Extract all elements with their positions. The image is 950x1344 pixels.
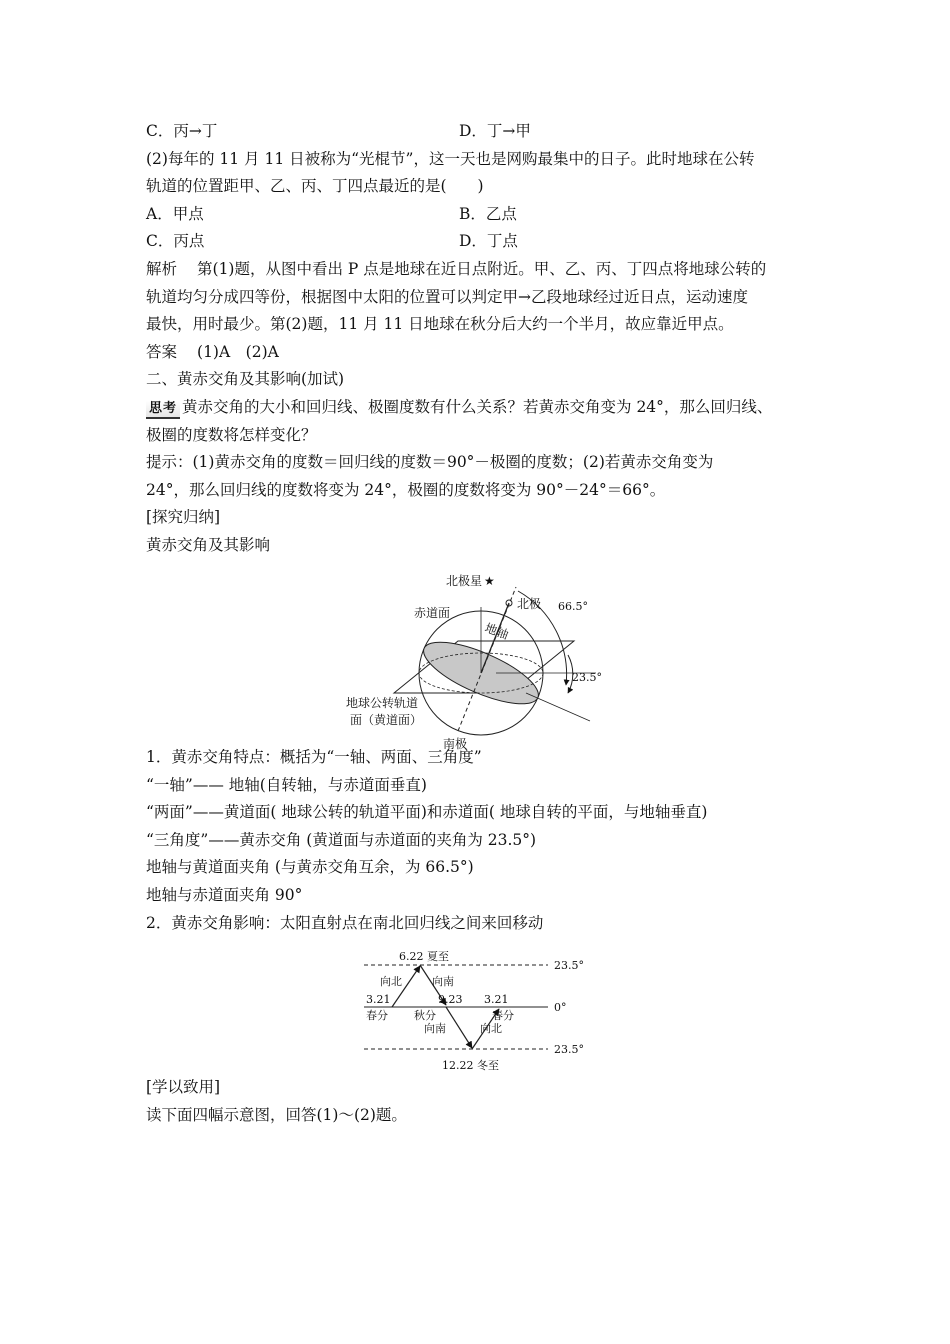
apply-heading: [学以致用]: [146, 1078, 221, 1096]
option-c[interactable]: C．丙点: [146, 232, 205, 251]
analysis-text: 第(1)题，从图中看出 P 点是地球在近日点附近。甲、乙、丙、丁四点将地球公转的: [197, 260, 767, 278]
obliquity-diagram: [346, 573, 606, 753]
north-lat-label: 23.5°: [554, 959, 584, 972]
to-south-label: 向南: [424, 1022, 446, 1035]
date-label: 9.23: [438, 993, 463, 1006]
summer-solstice-label: 6.22 夏至: [399, 950, 449, 963]
point-1e: 地轴与赤道面夹角 90°: [146, 886, 303, 904]
earth-axis-label: 地轴: [482, 620, 511, 643]
point-2: 2．黄赤交角影响：太阳直射点在南北回归线之间来回移动: [146, 913, 544, 932]
analysis-label: 解析: [146, 260, 178, 278]
angle-235-label: 23.5°: [572, 671, 602, 684]
question2-stem: 轨道的位置距甲、乙、丙、丁四点最近的是( ): [146, 177, 484, 196]
analysis-text: 轨道均匀分成四等份，根据图中太阳的位置可以判定甲→乙段地球经过近日点，运动速度: [146, 287, 748, 306]
path-to-winter: [446, 1007, 472, 1048]
orbit-plane-label: 地球公转轨道: [346, 696, 419, 710]
south-pole-label: 南极: [443, 737, 468, 751]
hint-text: 提示：(1)黄赤交角的度数＝回归线的度数＝90°－极圈的度数；(2)若黄赤交角变为: [146, 453, 714, 472]
orbit-plane-label: 面（黄道面）: [350, 713, 423, 727]
point-1: 1．黄赤交角特点：概括为“一轴、两面、三角度”: [146, 748, 482, 766]
question2-stem: (2)每年的 11 月 11 日被称为“光棍节”，这一天也是网购最集中的日子。此时地球在公转: [146, 149, 755, 168]
to-north-label: 向北: [380, 975, 402, 988]
to-north-label: 向北: [480, 1022, 502, 1035]
explore-heading: [探究归纳]: [146, 508, 221, 527]
equator-plane-label: 赤道面: [414, 606, 451, 620]
option-d[interactable]: D．丁→甲: [459, 122, 531, 140]
point-1d: 地轴与黄道面夹角 (与黄赤交角互余，为 66.5°): [146, 858, 474, 877]
point-1a: “一轴”—— 地轴(自转轴，与赤道面垂直): [146, 775, 427, 794]
north-star-label: 北极星: [446, 574, 483, 588]
subsolar-migration-diagram: [362, 948, 602, 1074]
to-south-label: 向南: [432, 975, 454, 988]
answer-line: [146, 339, 279, 367]
analysis-line: [146, 256, 766, 284]
spring-equinox-label: 春分: [492, 1009, 514, 1022]
angle-665-label: 66.5°: [558, 600, 588, 613]
option-a[interactable]: A．甲点: [146, 204, 204, 223]
equator-extension: [526, 693, 590, 721]
south-lat-label: 23.5°: [554, 1043, 584, 1056]
equator-lat-label: 0°: [554, 1001, 567, 1014]
explore-subtitle: 黄赤交角及其影响: [146, 536, 271, 554]
think-text: 黄赤交角的大小和回归线、极圈度数有什么关系？若黄赤交角变为 24°，那么回归线、: [182, 398, 773, 416]
think-tag: 思考: [146, 401, 180, 419]
analysis-text: 最快，用时最少。第(2)题，11 月 11 日地球在秋分后大约一个半月，故应靠近甲点。: [146, 315, 734, 334]
winter-solstice-label: 12.22 冬至: [442, 1059, 499, 1072]
think-text: 极圈的度数将怎样变化？: [146, 425, 317, 444]
question2-options-ab: [146, 201, 806, 229]
think-line: [146, 394, 772, 422]
option-d[interactable]: D．丁点: [459, 232, 518, 251]
spring-equinox-label: 春分: [366, 1009, 388, 1022]
answer-label: 答案: [146, 342, 178, 361]
autumn-equinox-label: 秋分: [414, 1009, 436, 1022]
point-1b: “两面”——黄道面( 地球公转的轨道平面)和赤道面( 地球自转的平面，与地轴垂直): [146, 803, 708, 822]
option-b[interactable]: B．乙点: [459, 204, 517, 223]
apply-text: 读下面四幅示意图，回答(1)～(2)题。: [146, 1105, 407, 1124]
question1-options-cd: [146, 118, 806, 146]
point-1c: “三角度”——黄赤交角 (黄道面与赤道面的夹角为 23.5°): [146, 830, 537, 849]
north-pole-label: 北极: [517, 597, 542, 611]
option-c[interactable]: C．丙→丁: [146, 122, 218, 140]
section-title: 二、黄赤交角及其影响(加试): [146, 370, 345, 389]
answer-value: (1)A (2)A: [197, 342, 279, 361]
hint-text: 24°，那么回归线的度数将变为 24°，极圈的度数将变为 90°－24°＝66°。: [146, 480, 666, 499]
date-label: 3.21: [484, 993, 509, 1006]
star-icon: ★: [484, 574, 495, 588]
question2-options-cd: [146, 228, 806, 256]
date-label: 3.21: [366, 993, 391, 1006]
